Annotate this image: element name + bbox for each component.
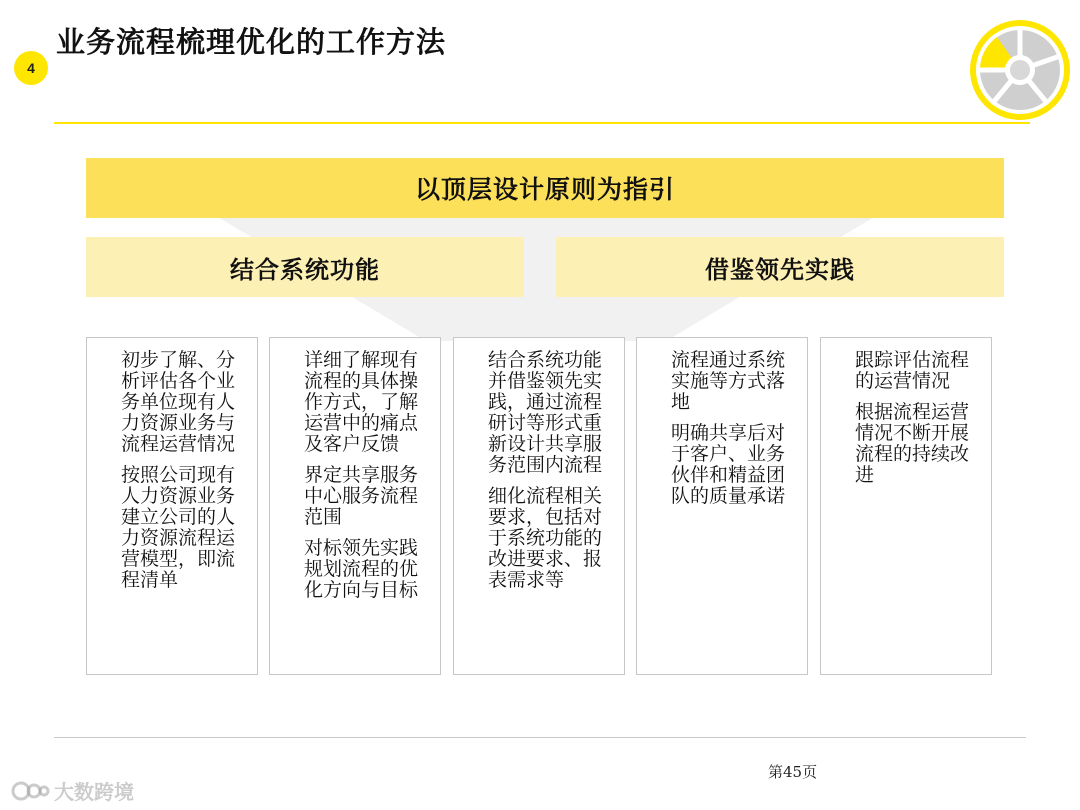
step-card-1 [86,337,258,675]
page-number-badge: 4 [14,51,48,85]
step-card-4 [636,337,808,675]
card-item: 跟踪评估流程的运营情况 [855,349,970,392]
card-item: 结合系统功能并借鉴领先实践，通过流程研讨等形式重新设计共享服务范围内流程 [488,349,603,476]
card-item: 对标领先实践规划流程的优化方向与目标 [304,537,419,601]
card-item: 按照公司现有人力资源业务建立公司的人力资源流程运营模型，即流程清单 [121,464,236,591]
top-principle-banner: 以顶层设计原则为指引 [86,158,1004,218]
card-item: 界定共享服务中心服务流程范围 [304,464,419,528]
logo-icon [966,16,1074,124]
card-item: 细化流程相关要求，包括对于系统功能的改进要求、报表需求等 [488,485,603,591]
card-item: 详细了解现有流程的具体操作方式，了解运营中的痛点及客户反馈 [304,349,419,455]
step-card-5 [820,337,992,675]
step-card-2 [269,337,441,675]
title-divider [54,122,1030,124]
footer-divider [54,737,1026,738]
card-item: 根据流程运营情况不断开展流程的持续改进 [855,401,970,486]
watermark-text: 大数跨境 [54,780,134,804]
system-function-banner: 结合系统功能 [86,237,524,297]
leading-practice-banner: 借鉴领先实践 [556,237,1004,297]
card-item: 流程通过系统实施等方式落地 [671,349,786,413]
step-card-3 [453,337,625,675]
watermark-logo-icon [10,780,50,802]
card-item: 初步了解、分析评估各个业务单位现有人力资源业务与流程运营情况 [121,349,236,455]
page-footer-number: 第45页 [768,763,818,781]
card-item: 明确共享后对于客户、业务伙伴和精益团队的质量承诺 [671,422,786,507]
page-title: 业务流程梳理优化的工作方法 [56,25,447,59]
watermark [10,776,134,805]
